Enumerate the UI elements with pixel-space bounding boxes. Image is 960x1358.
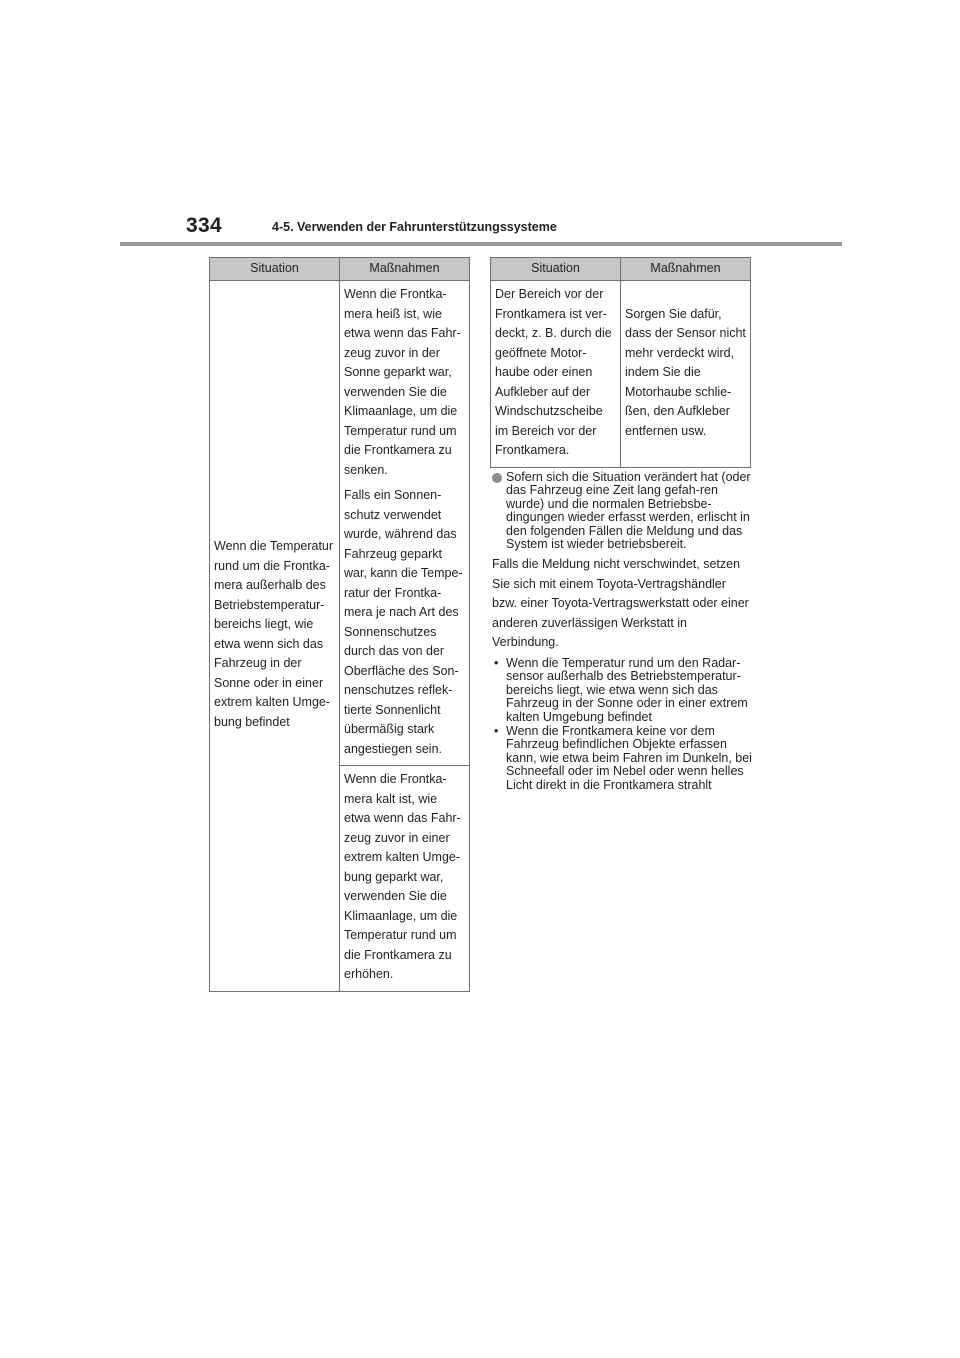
- column-header-situation: Situation: [491, 258, 621, 281]
- measure-cell-hot: [340, 281, 470, 766]
- situation-table-left: [209, 257, 470, 992]
- measure-text-cold: Wenn die Frontka-mera kalt ist, wie etwa wenn das Fahr-zeug zuvor in einer extrem kalten Umge-bung geparkt war, verwenden Sie die Klimaanlage, um die Temperatur rund um die Frontkamera zu erhöhen.: [344, 772, 461, 981]
- bullet-marker: •: [494, 655, 499, 670]
- list-item: [492, 725, 754, 792]
- situation-text: Der Bereich vor der Frontkamera ist ver-deckt, z. B. durch die geöffnete Motor-haube oder einen Aufkleber auf der Windschutzscheibe im Bereich vor der Frontkamera.: [495, 287, 612, 457]
- column-header-situation: Situation: [210, 258, 340, 281]
- situation-table-right: [490, 257, 751, 468]
- measure-text-hot: Wenn die Frontka-mera heiß ist, wie etwa wenn das Fahr-zeug zuvor in der Sonne geparkt war, verwenden Sie die Klimaanlage, um die Temperatur rund um die Frontkamera zu senken.: [344, 287, 461, 477]
- list-item-text: Wenn die Temperatur rund um den Radar-sensor außerhalb des Betriebstemperatur-bereichs liegt, wie etwa wenn sich das Fahrzeug in der Sonne oder in einer extrem kalten Umgebung befindet: [506, 655, 748, 724]
- note-bullet-icon: [492, 473, 502, 483]
- measure-cell-cold: [340, 766, 470, 992]
- situation-cell-obstructed: [491, 281, 621, 468]
- header-divider: [120, 242, 842, 246]
- info-note: [492, 471, 754, 551]
- page-number: 334: [186, 214, 222, 237]
- column-header-measures: Maßnahmen: [340, 258, 470, 281]
- contact-dealer-text: Falls die Meldung nicht verschwindet, setzen Sie sich mit einem Toyota-Vertragshändler bzw. einer Toyota-Vertragswerkstatt oder einer anderen zuverlässigen Werkstatt in Verbindung.: [492, 557, 749, 650]
- notes-column: [492, 471, 754, 793]
- list-item-text: Wenn die Frontkamera keine vor dem Fahrzeug befindlichen Objekte erfassen kann, wie etwa beim Fahren im Dunkeln, bei Schneefall oder im Nebel oder wenn helles Licht direkt in die Frontkamera strahlt: [506, 723, 752, 792]
- note-text: Sofern sich die Situation verändert hat (oder das Fahrzeug eine Zeit lang gefah-ren wurde) und die normalen Betriebsbe-dingungen wieder erfasst werden, erlischt in den folgenden Fällen die Meldung und das System ist wieder betriebsbereit.: [506, 470, 751, 552]
- measure-text-sunshade: Falls ein Sonnen-schutz verwendet wurde, während das Fahrzeug geparkt war, kann die Tempe-ratur der Frontka-mera je nach Art des Sonnenschutzes durch das von der Oberfläche des Son-nenschutzes reflek-tierte Sonnenlicht übermäßig stark angestiegen sein.: [344, 488, 463, 756]
- situation-text: Wenn die Temperatur rund um die Frontka-mera außerhalb des Betriebstemperatur-bereichs liegt, wie etwa wenn sich das Fahrzeug in der Sonne oder in einer extrem kalten Umge-bung befindet: [214, 539, 334, 729]
- column-header-measures: Maßnahmen: [621, 258, 751, 281]
- bullet-marker: •: [494, 723, 499, 738]
- situation-cell-temperature: [210, 281, 340, 992]
- section-title: 4-5. Verwenden der Fahrunterstützungssysteme: [272, 220, 557, 234]
- conditions-list: [492, 657, 754, 792]
- measure-cell-obstructed: [621, 281, 751, 468]
- measure-text: Sorgen Sie dafür, dass der Sensor nicht mehr verdeckt wird, indem Sie die Motorhaube schlie-ßen, den Aufkleber entfernen usw.: [625, 306, 746, 438]
- list-item: [492, 657, 754, 724]
